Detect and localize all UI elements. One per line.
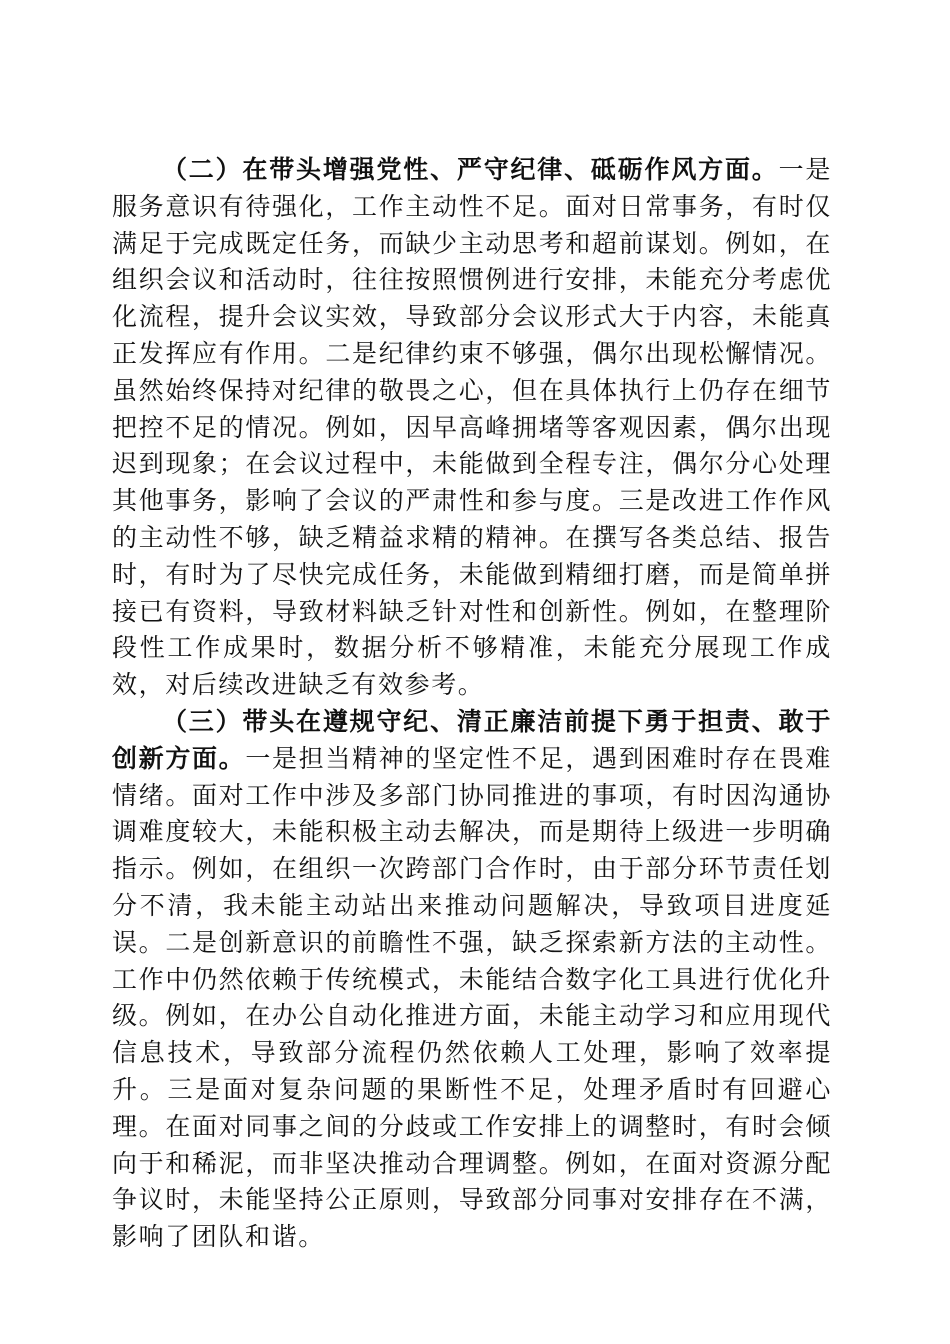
section-body-two: 一是服务意识有待强化，工作主动性不足。面对日常事务，有时仅满足于完成既定任务，而缺少主动思考和超前谋划。例如，在组织会议和活动时，往往按照惯例进行安排，未能充分考虑优化流程，提升会议实效，导致部分会议形式大于内容，未能真正发挥应有作用。二是纪律约束不够强，偶尔出现松懈情况。虽然始终保持对纪律的敬畏之心，但在具体执行上仍存在细节把控不足的情况。例如，因早高峰拥堵等客观因素，偶尔出现迟到现象；在会议过程中，未能做到全程专注，偶尔分心处理其他事务，影响了会议的严肃性和参与度。三是改进工作作风的主动性不够，缺乏精益求精的精神。在撰写各类总结、报告时，有时为了尽快完成任务，未能做到精细打磨，而是简单拼接已有资料，导致材料缺乏针对性和创新性。例如，在整理阶段性工作成果时，数据分析不够精准，未能充分展现工作成效，对后续改进缺乏有效参考。 [112, 155, 833, 700]
section-heading-three: （三）带头在遵规守纪、清正廉洁前提下勇于担责、敢于创新方面。 [112, 706, 832, 773]
document-body [112, 152, 832, 1256]
section-body-three: 一是担当精神的坚定性不足，遇到困难时存在畏难情绪。面对工作中涉及多部门协同推进的事项，有时因沟通协调难度较大，未能积极主动去解决，而是期待上级进一步明确指示。例如，在组织一次跨部门合作时，由于部分环节责任划分不清，我未能主动站出来推动问题解决，导致项目进度延误。二是创新意识的前瞻性不强，缺乏探索新方法的主动性。工作中仍然依赖于传统模式，未能结合数字化工具进行优化升级。例如，在办公自动化推进方面，未能主动学习和应用现代信息技术，导致部分流程仍然依赖人工处理，影响了效率提升。三是面对复杂问题的果断性不足，处理矛盾时有回避心理。在面对同事之间的分歧或工作安排上的调整时，有时会倾向于和稀泥，而非坚决推动合理调整。例如，在面对资源分配争议时，未能坚持公正原则，导致部分同事对安排存在不满，影响了团队和谐。 [112, 743, 832, 1252]
paragraph-section-two [112, 152, 832, 704]
paragraph-section-three [112, 704, 832, 1256]
section-heading-two: （二）在带头增强党性、严守纪律、砥砺作风方面。 [162, 155, 779, 184]
